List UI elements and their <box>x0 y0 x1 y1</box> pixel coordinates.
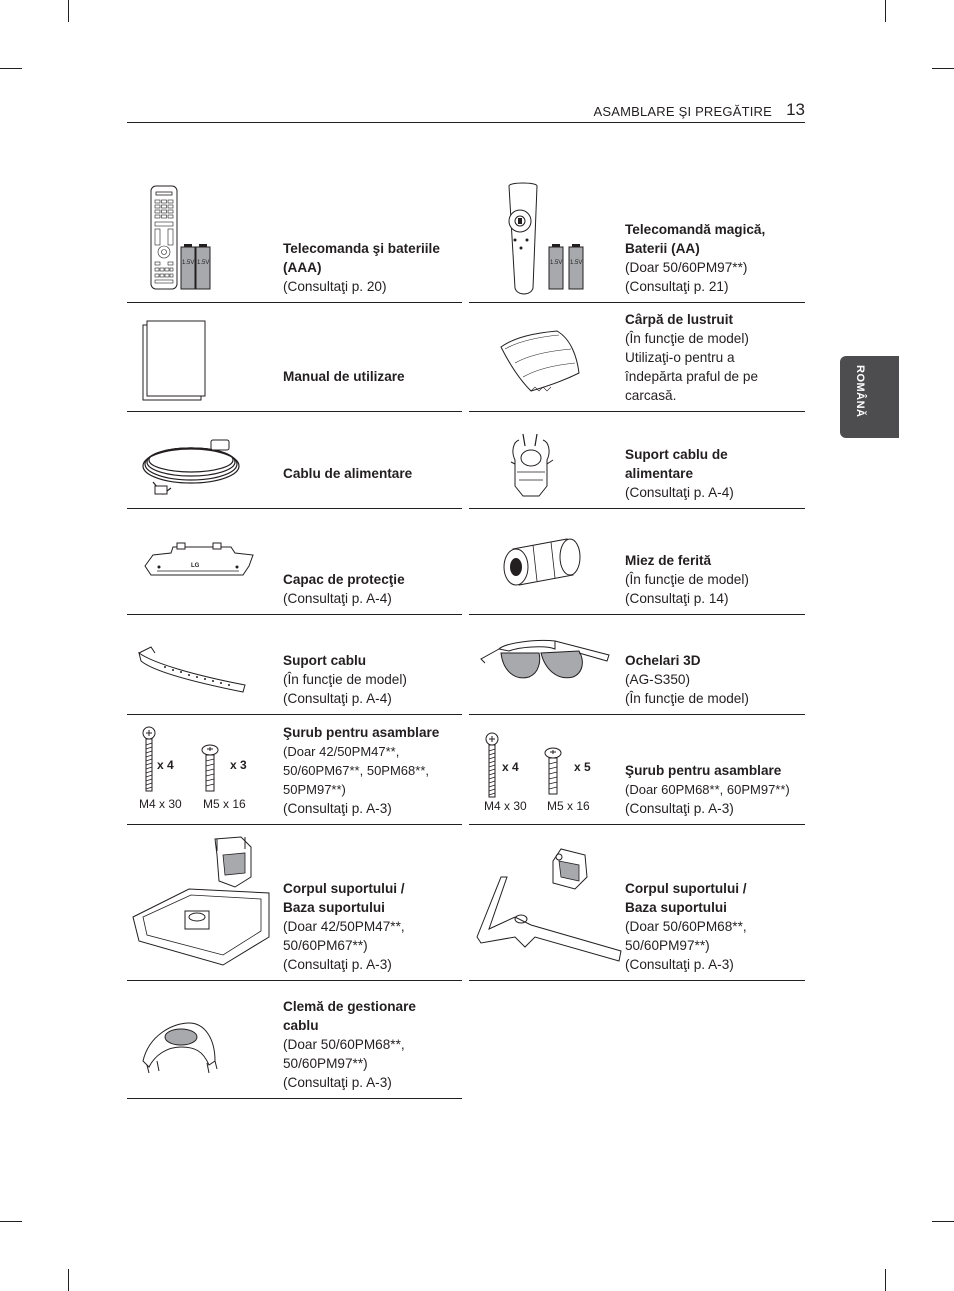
item-title: Corpul suportului / <box>625 881 747 896</box>
item-note: (Consultaţi p. 20) <box>283 279 387 294</box>
item-title: cablu <box>283 1018 319 1033</box>
cloth-image <box>475 303 623 411</box>
remote-image <box>133 178 281 302</box>
stand-b-image <box>475 825 623 980</box>
item-manual-text <box>283 367 462 386</box>
item-title: Ochelari 3D <box>625 653 701 668</box>
item-title: Şurub pentru asamblare <box>283 725 440 740</box>
screw-long-size: M4 x 30 <box>139 797 182 811</box>
item-note: (Consultaţi p. A-3) <box>283 1075 392 1090</box>
item-cable-holder-text <box>283 651 462 708</box>
item-cord-holder <box>469 412 805 509</box>
item-title: Telecomanda şi bateriile <box>283 241 440 256</box>
item-title: Suport cablu <box>283 653 367 668</box>
magic-remote-icon <box>475 178 623 302</box>
item-stand-b <box>469 825 805 981</box>
item-remote <box>127 178 462 303</box>
item-note: (Doar 50/60PM97**) <box>625 260 748 275</box>
crop-mark <box>885 1269 886 1291</box>
cover-image <box>133 509 281 614</box>
clip-image <box>133 981 281 1098</box>
item-note: (Consultaţi p. A-4) <box>625 485 734 500</box>
cover-logo: LG <box>191 563 200 569</box>
power-cord-holder-icon <box>475 412 623 508</box>
item-ferrite <box>469 509 805 615</box>
crop-mark <box>0 1221 22 1222</box>
item-cord-holder-text <box>625 445 805 502</box>
item-note: (Doar 42/50PM47**, <box>283 744 400 759</box>
item-note: (Consultaţi p. A-3) <box>283 801 392 816</box>
item-magic-remote-text <box>625 220 805 296</box>
item-note: îndepărta praful de pe <box>625 369 759 384</box>
item-note: Utilizaţi-o pentru a <box>625 350 735 365</box>
item-note: (AG-S350) <box>625 672 690 687</box>
item-note: (Consultaţi p. 14) <box>625 591 729 606</box>
crop-mark <box>885 0 886 22</box>
stand-b-icon <box>475 825 623 980</box>
language-tab[interactable] <box>840 356 899 438</box>
item-cover-text <box>283 570 462 608</box>
item-glasses-text <box>625 651 805 708</box>
item-note: (Doar 50/60PM68**, <box>625 919 747 934</box>
item-note: (Consultaţi p. 21) <box>625 279 729 294</box>
item-note: 50/60PM67**, 50PM68**, <box>283 763 429 778</box>
item-clip-text <box>283 997 462 1092</box>
screw-long-quantity: x 4 <box>502 760 519 774</box>
item-cover <box>127 509 462 615</box>
item-stand-a-text <box>283 879 462 974</box>
stand-a-icon <box>133 825 281 980</box>
magic-remote-image <box>475 178 623 302</box>
ferrite-image <box>475 509 623 614</box>
manual-image <box>133 303 281 411</box>
item-clip <box>127 981 462 1099</box>
screw-long-quantity: x 4 <box>157 758 174 772</box>
item-title: Manual de utilizare <box>283 369 405 384</box>
item-remote-text <box>283 239 462 296</box>
item-note: (În funcţie de model) <box>625 331 749 346</box>
crop-mark <box>932 68 954 69</box>
item-title: Şurub pentru asamblare <box>625 763 782 778</box>
crop-mark <box>932 1221 954 1222</box>
item-title: (AAA) <box>283 260 322 275</box>
crop-mark <box>0 68 22 69</box>
item-title: Corpul suportului / <box>283 881 405 896</box>
item-title: Suport cablu de <box>625 447 728 462</box>
screw-short-size: M5 x 16 <box>203 797 246 811</box>
page-number: 13 <box>786 100 805 119</box>
manual-icon <box>133 303 281 411</box>
item-note: 50/60PM67**) <box>283 938 368 953</box>
item-screws-b-text <box>625 761 805 818</box>
item-stand-a <box>127 825 462 981</box>
item-title: alimentare <box>625 466 694 481</box>
section-title: ASAMBLARE ŞI PREGĂTIRE <box>593 104 772 119</box>
item-note: (Consultaţi p. A-4) <box>283 691 392 706</box>
item-title: Capac de protecţie <box>283 572 405 587</box>
item-title: Baza suportului <box>283 900 385 915</box>
item-note: (În funcţie de model) <box>625 572 749 587</box>
battery-label: 1.5V <box>550 260 563 266</box>
item-cable-holder <box>127 615 462 715</box>
page-header <box>127 100 805 123</box>
item-screws-a <box>127 715 462 825</box>
screws-b-image <box>475 715 623 824</box>
power-cord-icon <box>133 412 281 508</box>
item-title: Cârpă de lustruit <box>625 312 734 327</box>
item-note: (Consultaţi p. A-4) <box>283 591 392 606</box>
item-stand-b-text <box>625 879 805 974</box>
item-glasses <box>469 615 805 715</box>
item-cloth <box>469 303 805 412</box>
item-note: carcasă. <box>625 388 677 403</box>
item-note: (Doar 60PM68**, 60PM97**) <box>625 782 790 797</box>
battery-label: 1.5V <box>182 260 195 266</box>
crop-mark <box>68 1269 69 1291</box>
item-note: (Doar 50/60PM68**, <box>283 1037 405 1052</box>
item-title: Baterii (AA) <box>625 241 700 256</box>
item-title: Baza suportului <box>625 900 727 915</box>
screw-long-size: M4 x 30 <box>484 799 527 813</box>
item-note: (Consultaţi p. A-3) <box>625 957 734 972</box>
item-note: (Consultaţi p. A-3) <box>625 801 734 816</box>
screw-short-quantity: x 5 <box>574 760 591 774</box>
cable-holder-icon <box>133 615 281 714</box>
power-cord-image <box>133 412 281 508</box>
glasses-image <box>475 615 623 714</box>
cord-holder-image <box>475 412 623 508</box>
cable-clip-icon <box>133 981 281 1098</box>
3d-glasses-icon <box>475 615 623 714</box>
language-tab-label: ROMÂNĂ <box>854 365 866 418</box>
protective-cover-icon <box>133 509 281 614</box>
item-note: 50PM97**) <box>283 782 346 797</box>
item-magic-remote <box>469 178 805 303</box>
item-note: (Doar 42/50PM47**, <box>283 919 405 934</box>
battery-label: 1.5V <box>197 260 210 266</box>
item-note: 50/60PM97**) <box>625 938 710 953</box>
item-manual <box>127 303 462 412</box>
screw-short-quantity: x 3 <box>230 758 247 772</box>
item-ferrite-text <box>625 551 805 608</box>
item-power-cord <box>127 412 462 509</box>
item-note: (În funcţie de model) <box>625 691 749 706</box>
item-note: (Consultaţi p. A-3) <box>283 957 392 972</box>
item-screws-a-text <box>283 723 462 818</box>
ferrite-core-icon <box>475 509 623 614</box>
item-screws-b <box>469 715 805 825</box>
stand-a-image <box>133 825 281 980</box>
item-note: 50/60PM97**) <box>283 1056 368 1071</box>
battery-label: 1.5V <box>570 260 583 266</box>
screws-a-image <box>133 715 281 824</box>
remote-icon <box>133 178 281 302</box>
cable-holder-image <box>133 615 281 714</box>
item-title: Cablu de alimentare <box>283 466 413 481</box>
crop-mark <box>68 0 69 22</box>
item-power-cord-text <box>283 464 462 483</box>
item-title: Telecomandă magică, <box>625 222 766 237</box>
item-title: Clemă de gestionare <box>283 999 416 1014</box>
screw-short-size: M5 x 16 <box>547 799 590 813</box>
item-title: Miez de ferită <box>625 553 712 568</box>
item-cloth-text <box>625 310 805 405</box>
polishing-cloth-icon <box>475 303 623 411</box>
item-note: (În funcţie de model) <box>283 672 407 687</box>
